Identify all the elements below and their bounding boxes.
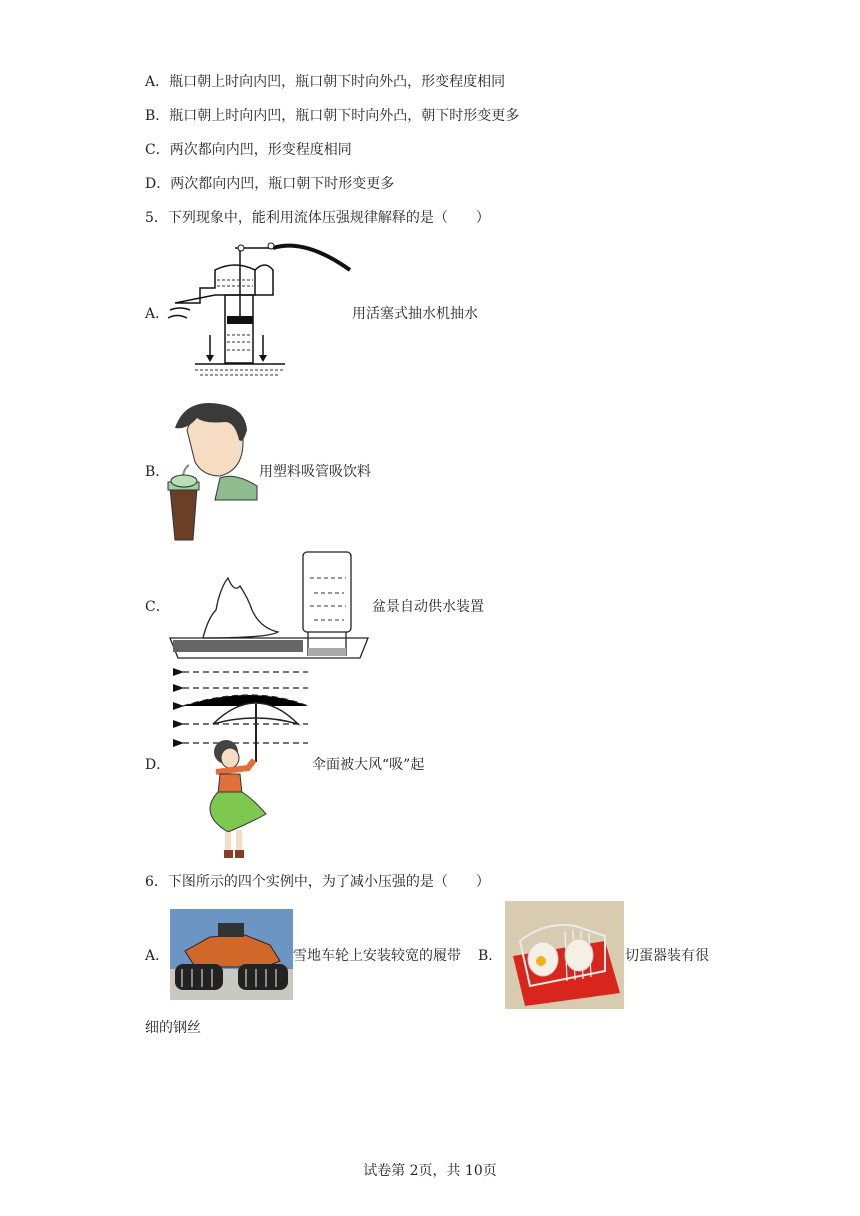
q5-option-b-caption: 用塑料吸管吸饮料 [259, 464, 371, 480]
q5-option-b-letter: B． [145, 464, 170, 480]
q4-option-d [145, 174, 394, 194]
boy-drinking-straw-figure [165, 400, 260, 545]
q6-option-a-letter: A． [145, 948, 170, 964]
q6-option-b-letter: B． [478, 948, 503, 964]
option-text: 两次都向内凹，瓶口朝下时形变更多 [170, 176, 395, 192]
q6-option-b-caption-line2: 细的钢丝 [145, 1020, 201, 1036]
q4-option-a [145, 72, 505, 92]
option-letter: D． [145, 176, 171, 192]
option-letter: C． [145, 142, 170, 158]
q4-option-b [145, 106, 519, 126]
egg-slicer-photo [505, 901, 624, 1009]
q6-option-a-caption: 雪地车轮上安装较宽的履带 [293, 948, 461, 964]
bonsai-water-supply-figure [168, 548, 373, 663]
q4-option-c [145, 140, 352, 160]
option-text: 两次都向内凹，形变程度相同 [169, 142, 352, 158]
q5-option-a-caption: 用活塞式抽水机抽水 [352, 306, 478, 322]
q6-stem: 6．下图所示的四个实例中，为了减小压强的是（ ） [145, 874, 490, 890]
q5-option-a-letter: A． [145, 306, 170, 322]
q5-option-d-caption: 伞面被大风“吸”起 [312, 757, 425, 773]
piston-pump-figure [165, 240, 360, 380]
q5-option-d-letter: D． [145, 757, 171, 773]
option-letter: B． [145, 108, 170, 124]
q5-stem: 5．下列现象中，能利用流体压强规律解释的是（ ） [145, 210, 490, 226]
q5-option-c-caption: 盆景自动供水装置 [372, 599, 484, 615]
page-footer: 试卷第 2页，共 10页 [363, 1163, 497, 1179]
option-text: 瓶口朝上时向内凹，瓶口朝下时向外凸，朝下时形变更多 [169, 108, 520, 124]
snowmobile-photo [170, 909, 293, 1000]
q5-option-c-letter: C． [145, 599, 170, 615]
option-text: 瓶口朝上时向内凹，瓶口朝下时向外凸，形变程度相同 [169, 74, 506, 90]
option-letter: A． [145, 74, 170, 90]
umbrella-wind-figure [168, 664, 313, 862]
q6-option-b-caption-line1: 切蛋器装有很 [625, 948, 709, 964]
